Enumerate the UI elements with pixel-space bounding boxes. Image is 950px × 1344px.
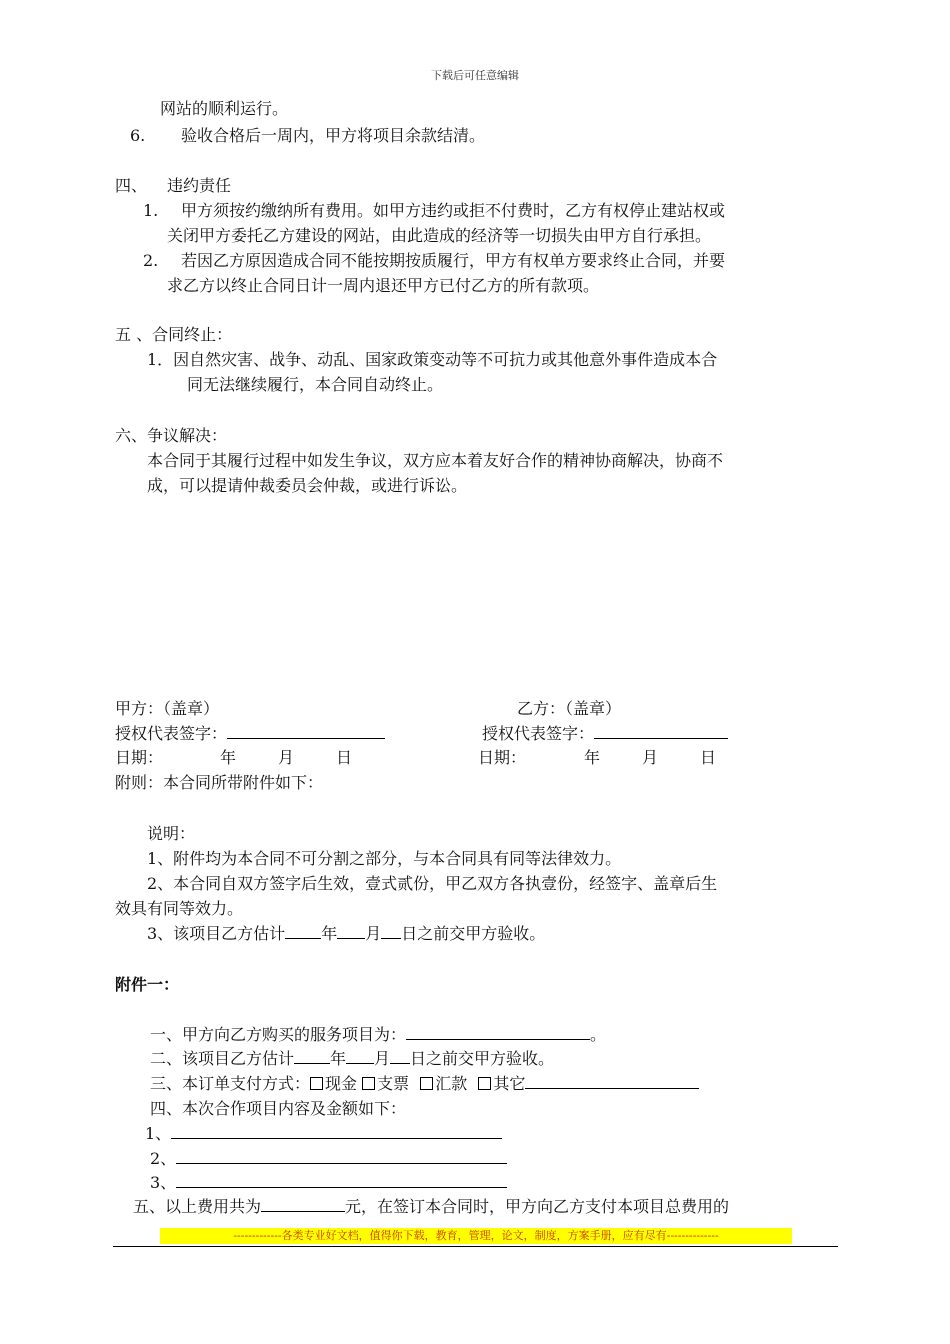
section3-line: 网站的顺利运行。 [160, 99, 289, 118]
section4-item2-line2: 求乙方以终止合同日计一周内退还甲方已付乙方的所有款项。 [167, 276, 600, 295]
appendix1-item2-text: 二、该项目乙方估计 [150, 1049, 295, 1068]
section5-title: 五 、合同终止： [115, 325, 233, 344]
party-b-seal: 乙方：（盖章） [517, 699, 622, 718]
transfer-checkbox[interactable] [420, 1077, 433, 1090]
appendix1-item1 [150, 1025, 606, 1045]
month-blank[interactable] [346, 1049, 374, 1064]
check-checkbox[interactable] [362, 1077, 375, 1090]
section3-item6: 验收合格后一周内，甲方将项目余款结清。 [181, 126, 486, 145]
header-note: 下载后可任意编辑 [431, 69, 519, 82]
list-blank[interactable] [171, 1124, 502, 1139]
appendix1-item5-label: 五、以上费用共为 [133, 1197, 262, 1216]
appendix1-item2 [150, 1049, 554, 1069]
appendix1-item2-tail: 日之前交甲方验收。 [410, 1049, 555, 1068]
year-label: 年 [321, 924, 338, 943]
party-b-signature-line[interactable] [594, 724, 728, 739]
list-number: 1、 [145, 1124, 172, 1143]
section5-item1-line1: 1．因自然灾害、战争、动乱、国家政策变动等不可抗力或其他意外事件造成本合 [147, 350, 718, 369]
section4-item2-line1: 若因乙方原因造成合同不能按期按质履行，甲方有权单方要求终止合同，并要 [181, 251, 726, 270]
year-blank[interactable] [285, 924, 321, 939]
month-label: 月 [374, 1049, 391, 1068]
item-number: 2. [143, 251, 159, 270]
other-blank[interactable] [525, 1074, 699, 1089]
cash-label: 现金 [325, 1074, 358, 1093]
appendix1-item5-tail: 元，在签订本合同时，甲方向乙方支付本项目总费用的 [345, 1197, 730, 1216]
section6-line1: 本合同于其履行过程中如发生争议，双方应本着友好合作的精神协商解决，协商不 [147, 451, 724, 470]
notes-item3-tail: 日之前交甲方验收。 [401, 924, 546, 943]
cash-checkbox[interactable] [310, 1077, 323, 1090]
list-item-3 [150, 1173, 507, 1193]
list-number: 3、 [150, 1173, 177, 1192]
service-item-blank[interactable] [406, 1025, 590, 1040]
party-a-seal: 甲方：（盖章） [115, 699, 220, 718]
list-number: 2、 [150, 1149, 177, 1168]
section6-line2: 成，可以提请仲裁委员会仲裁，或进行诉讼。 [147, 476, 468, 495]
party-a-signature-row [115, 724, 385, 744]
section6-title: 六、争议解决： [115, 426, 228, 445]
item-number: 6. [130, 126, 146, 145]
party-b-year: 年 [584, 748, 601, 767]
section5-item1-line2: 同无法继续履行，本合同自动终止。 [187, 375, 444, 394]
section4-title: 违约责任 [167, 176, 232, 195]
other-checkbox[interactable] [478, 1077, 491, 1090]
list-item-1 [145, 1124, 502, 1144]
party-a-month: 月 [278, 748, 295, 767]
month-blank[interactable] [337, 924, 365, 939]
notes-title: 说明： [147, 824, 196, 843]
payment-method-label: 三、本订单支付方式： [150, 1074, 311, 1093]
month-label: 月 [365, 924, 382, 943]
party-a-signature-line[interactable] [227, 724, 385, 739]
year-label: 年 [330, 1049, 347, 1068]
list-blank[interactable] [176, 1149, 507, 1164]
notes-item2-line1: 2、本合同自双方签字后生效，壹式贰份，甲乙双方各执壹份，经签字、盖章后生 [147, 874, 718, 893]
notes-item3-text: 3、该项目乙方估计 [147, 924, 286, 943]
rep-sign-label: 授权代表签字： [115, 724, 228, 743]
day-blank[interactable] [390, 1049, 410, 1064]
year-blank[interactable] [294, 1049, 330, 1064]
transfer-label: 汇款 [435, 1074, 468, 1093]
appendix1-title: 附件一： [115, 975, 180, 994]
party-b-signature-row [482, 724, 728, 744]
party-b-day: 日 [700, 748, 717, 767]
rep-sign-label: 授权代表签字： [482, 724, 595, 743]
notes-item1: 1、附件均为本合同不可分割之部分，与本合同具有同等法律效力。 [147, 849, 622, 868]
total-amount-blank[interactable] [261, 1197, 345, 1212]
appendix1-item4: 四、本次合作项目内容及金额如下： [150, 1099, 407, 1118]
party-a-date-label: 日期： [115, 748, 164, 767]
footer-banner: -------------各类专业好文档，值得你下载，教育，管理，论文，制度，方案手册，应有尽有-------------- [233, 1229, 719, 1242]
check-label: 支票 [377, 1074, 410, 1093]
list-item-2 [150, 1149, 507, 1169]
party-b-month: 月 [642, 748, 659, 767]
day-blank[interactable] [381, 924, 401, 939]
section4-item1-line2: 关闭甲方委托乙方建设的网站，由此造成的经济等一切损失由甲方自行承担。 [167, 226, 712, 245]
section4-item1-line1: 甲方须按约缴纳所有费用。如甲方违约或拒不付费时，乙方有权停止建站权或 [181, 201, 726, 220]
other-label: 其它 [493, 1074, 526, 1093]
notes-item3 [147, 924, 545, 944]
period: 。 [590, 1025, 607, 1044]
party-b-date-label: 日期： [478, 748, 527, 767]
appendix1-item1-label: 一、甲方向乙方购买的服务项目为： [150, 1025, 407, 1044]
item-number: 1. [143, 201, 159, 220]
footer-divider [113, 1246, 838, 1247]
list-blank[interactable] [176, 1173, 507, 1188]
party-a-year: 年 [220, 748, 237, 767]
appendix1-item3 [150, 1074, 699, 1094]
party-a-day: 日 [336, 748, 353, 767]
notes-item2-line2: 效具有同等效力。 [115, 899, 244, 918]
appendix1-item5 [133, 1197, 729, 1217]
section4-number: 四、 [115, 176, 148, 195]
appendix-note: 附则：本合同所带附件如下： [115, 773, 324, 792]
